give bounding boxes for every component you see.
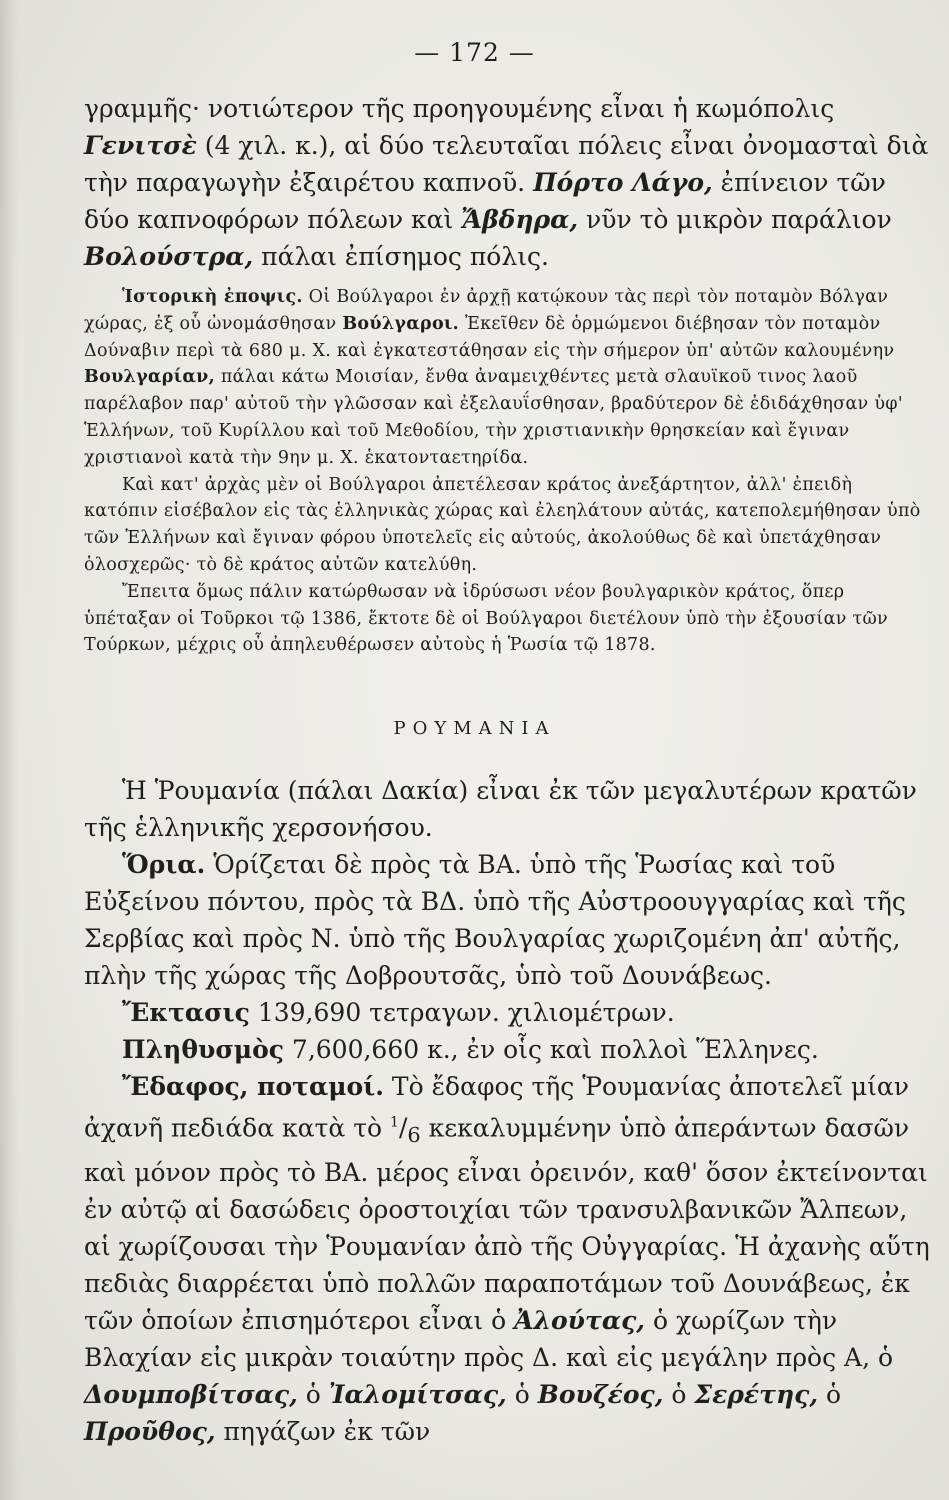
term-voulgaroi: Βούλγαροι. <box>342 313 460 334</box>
heading-borders: Ὅρια. <box>122 850 206 879</box>
text-run: (4 χιλ. κ.), αἱ δύο τελευταῖαι πόλεις εἶναι ὀνομασταὶ διὰ τὴν παραγωγὴν ἐξαιρέτου καπνοῦ. <box>84 131 929 197</box>
place-name-porto-lago: Πόρτο Λάγο, <box>533 168 713 197</box>
history-section <box>84 284 932 659</box>
text-run: ὁ χωρίζων τὴν Βλαχίαν εἰς μικρὰν τοιαύτην πρὸς Δ. καὶ εἰς μεγάλην πρὸς Α, ὁ <box>84 1306 894 1373</box>
fraction-numerator: 1 <box>390 1115 399 1131</box>
paragraph-terrain-rivers <box>84 1068 932 1450</box>
river-prouthos: Προῦθος, <box>84 1417 216 1447</box>
river-doumpovitsas: Δουμποβίτσας, <box>84 1380 298 1410</box>
place-name-avdira: Ἄβδηρα, <box>461 205 579 234</box>
paragraph-area <box>84 994 932 1031</box>
text-run: νῦν τὸ μικρὸν παράλιον <box>578 205 892 234</box>
text-run: πάλαι κάτω Μοισίαν, ἔνθα ἀναμειχθέντες μετὰ σλαυϊκοῦ τινος λαοῦ παρέλαβον παρ' αὐτοῦ τὴν γλῶσσαν καὶ ἐξελαυΐσθησαν, βραδύτερον δὲ ἐδιδάχθησαν ὑφ' Ἑλλήνων, τοῦ Κυρίλλου καὶ τοῦ Μεθοδίου, τὴν χριστιανικὴν θρησκείαν καὶ ἔγιναν χριστιανοὶ κατὰ τὴν 9ην μ. Χ. ἑκατονταετηρίδα. <box>84 367 903 468</box>
paragraph-history-origin <box>84 284 932 472</box>
text-run: Ὁρίζεται δὲ πρὸς τὰ ΒΑ. ὑπὸ τῆς Ῥωσίας καὶ τοῦ Εὐξείνου πόντου, πρὸς τὰ ΒΔ. ὑπὸ τῆς Αὐστροουγγαρίας καὶ τῆς Σερβίας καὶ πρὸς Ν. ὑπὸ τῆς Βουλγαρίας χωριζομένη ἀπ' αὐτῆς, πλὴν τῆς χώρας τῆς Δοβρουτσᾶς, ὑπὸ τοῦ Δουνάβεως. <box>84 850 906 990</box>
heading-terrain-rivers: Ἔδαφος, ποταμοί. <box>122 1072 384 1101</box>
text-run: πηγάζων ἐκ τῶν <box>215 1417 431 1447</box>
text-run: 139,690 τετραγων. χιλιομέτρων. <box>249 998 675 1027</box>
text-run: πάλαι ἐπίσημος πόλις. <box>253 242 549 271</box>
text-run: ὁ <box>818 1380 842 1410</box>
place-name-voloustra: Βολούστρα, <box>84 242 254 271</box>
paragraph-romania-intro: Ἡ Ῥουμανία (πάλαι Δακία) εἶναι ἐκ τῶν μεγαλυτέρων κρατῶν τῆς ἑλληνικῆς χερσονήσου. <box>84 776 917 842</box>
river-alouta: Ἀλούτας, <box>514 1306 646 1336</box>
heading-area: Ἔκτασις <box>122 998 250 1027</box>
river-seretis: Σερέτης, <box>694 1380 819 1410</box>
page-shadow-edge <box>0 0 18 1500</box>
page-number: — 172 — <box>414 38 535 67</box>
term-voulgaria: Βουλγαρίαν, <box>84 367 216 388</box>
paragraph-history-state: Καὶ κατ' ἀρχὰς μὲν οἱ Βούλγαροι ἀπετέλεσαν κράτος ἀνεξάρτητον, ἀλλ' ἐπειδὴ κατόπιν εἰσέβαλον εἰς τὰς ἑλληνικὰς χώρας καὶ ἐλεηλάτουν αὐτάς, κατεπολεμήθησαν ὑπὸ τῶν Ἑλλήνων καὶ ἔγιναν φόρου ὑποτελεῖς εἰς αὐτούς, ἀκολούθως δὲ καὶ ὑπετάχθησαν ὁλοσχερῶς· τὸ δὲ κράτος αὐτῶν κατελύθη. <box>84 474 921 575</box>
heading-historical-overview: Ἱστορικὴ ἐποψις. <box>122 287 303 307</box>
text-run: γραμμῆς· νοτιώτερον τῆς προηγουμένης εἶναι ἡ κωμόπολις <box>84 94 835 123</box>
text-run: Ἐκεῖθεν δὲ ὁρμώμενοι διέβησαν τὸν ποταμὸν Δούναβιν περὶ τὰ 680 μ. Χ. καὶ ἐγκατεστάθησαν εἰς τὴν σήμερον ὑπ' αὐτῶν καλουμένην <box>84 313 895 361</box>
paragraph-population <box>84 1031 932 1068</box>
paragraph-history-ottoman: Ἔπειτα ὅμως πάλιν κατώρθωσαν νὰ ἱδρύσωσι νέον βουλγαρικὸν κράτος, ὅπερ ὑπέταξαν οἱ Τοῦρκοι τῷ 1386, ἔκτοτε δὲ οἱ Βούλγαροι διετέλουν ὑπὸ τὴν ἐξουσίαν τῶν Τούρκων, μέχρις οὗ ἀπηλευθέρωσεν αὐτοὺς ἡ Ῥωσία τῷ 1878. <box>84 581 888 656</box>
text-run: 7,600,660 κ., ἐν οἷς καὶ πολλοὶ Ἕλληνες. <box>283 1035 819 1064</box>
text-run: Τὸ ἔδαφος τῆς Ῥουμανίας ἀποτελεῖ μίαν ἀχανῆ πεδιάδα κατὰ τὸ <box>84 1072 909 1143</box>
text-run: ὁ <box>506 1380 538 1410</box>
text-run: Οἱ Βούλγαροι ἐν ἀρχῇ κατῴκουν τὰς περὶ τὸν ποταμὸν Βόλγαν χώρας, ἐξ οὗ ὠνομάσθησαν <box>84 287 889 334</box>
place-name-genitse: Γενιτσὲ <box>84 131 197 160</box>
text-run: ὁ <box>663 1380 695 1410</box>
text-run: ἐπίνειον τῶν δύο καπνοφόρων πόλεων καὶ <box>84 168 886 234</box>
text-run: ὁ <box>297 1380 329 1410</box>
text-run: κεκαλυμμένην ὑπὸ ἀπεράντων δασῶν καὶ μόνον πρὸς τὸ ΒΑ. μέρος εἶναι ὀρεινόν, καθ' ὅσον ἐκτείνονται ἐν αὐτῷ αἱ δασώδεις ὀροστοιχίαι τῶν τρανσυλβανικῶν Ἄλπεων, αἱ χωρίζουσαι τὴν Ῥουμανίαν ἀπὸ τῆς Οὐγγαρίας. Ἡ ἀχανὴς αὕτη πεδιὰς διαρρέεται ὑπὸ πολλῶν παραποτάμων τοῦ Δουνάβεως, ἐκ τῶν ὁποίων ἐπισημότεροι εἶναι ὁ <box>84 1113 930 1336</box>
paragraph-geography-thrace <box>84 90 932 275</box>
heading-population: Πληθυσμὸς <box>122 1035 284 1064</box>
river-vouzeos: Βουζέος, <box>537 1380 664 1410</box>
fraction-denominator: 6 <box>407 1123 421 1148</box>
section-title-romania: ΡΟΥΜΑΝΙΑ <box>393 718 556 739</box>
fraction-one-sixth: $^1/_6$ <box>390 1113 421 1148</box>
paragraph-borders <box>84 846 932 994</box>
river-ialomitsas: Ἰαλομίτσας, <box>328 1380 507 1410</box>
romania-section <box>84 772 932 1450</box>
